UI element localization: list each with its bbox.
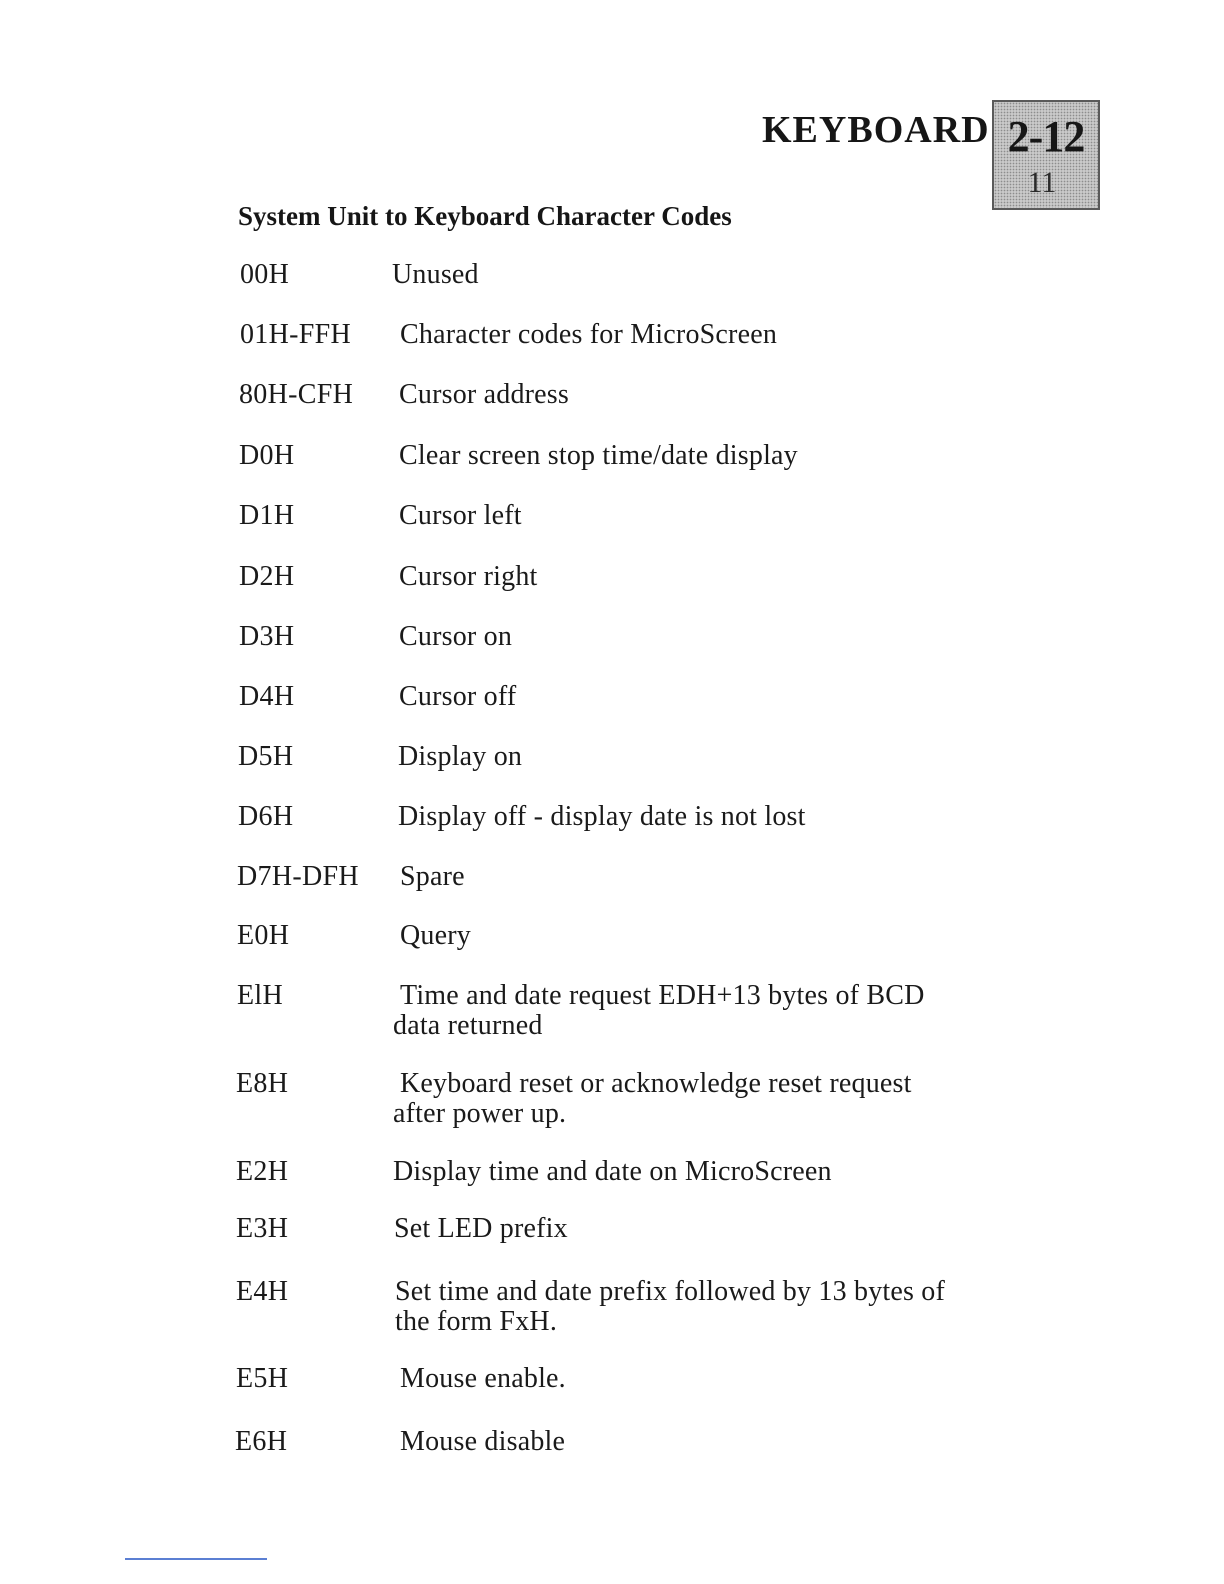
section-title: KEYBOARD (762, 109, 990, 151)
code-description (400, 1364, 1000, 1394)
code-description (393, 980, 1000, 1041)
code-description (394, 1214, 994, 1244)
description-line: Unused (392, 259, 479, 290)
code-value: E2H (236, 1156, 289, 1187)
description-continuation: data returned (393, 1010, 543, 1041)
description-line: Mouse disable (400, 1426, 566, 1457)
description-line: Keyboard reset or acknowledge reset request (400, 1068, 912, 1099)
code-description (398, 802, 998, 832)
code-description (399, 501, 999, 531)
code-value: E6H (235, 1426, 288, 1457)
code-value: D4H (239, 681, 295, 712)
description-line: Cursor on (399, 621, 513, 652)
code-value: 01H-FFH (240, 319, 352, 350)
description-line: Display time and date on MicroScreen (393, 1156, 832, 1187)
description-line: Cursor right (399, 561, 538, 592)
code-description (400, 862, 1000, 892)
description-line: Display on (398, 741, 523, 772)
code-description (400, 320, 1000, 350)
code-value: E3H (236, 1213, 289, 1244)
code-value: D0H (239, 440, 295, 471)
code-description (393, 1157, 993, 1187)
description-line: Set LED prefix (394, 1213, 568, 1244)
description-line: Time and date request EDH+13 bytes of BCD (400, 980, 925, 1011)
code-description (399, 441, 999, 471)
code-value: D7H-DFH (237, 861, 359, 892)
table-heading: System Unit to Keyboard Character Codes (238, 201, 732, 231)
code-value: D2H (239, 561, 295, 592)
description-continuation: the form FxH. (395, 1306, 558, 1337)
code-description (400, 921, 1000, 951)
code-description (399, 622, 999, 652)
code-value: D3H (239, 621, 295, 652)
code-value: D6H (238, 801, 294, 832)
code-value: ElH (237, 980, 284, 1011)
code-description (399, 682, 999, 712)
description-line: Clear screen stop time/date display (399, 440, 798, 471)
description-line: Display off - display date is not lost (398, 801, 806, 832)
description-line: Cursor left (399, 500, 522, 531)
code-description (400, 1427, 1000, 1457)
code-value: 80H-CFH (239, 379, 354, 410)
description-line: Cursor off (399, 681, 517, 712)
page-number-tab (992, 100, 1100, 210)
code-description (395, 1277, 1015, 1337)
description-line: Cursor address (399, 379, 569, 410)
code-value: 00H (240, 259, 290, 290)
description-line: Query (400, 920, 471, 951)
code-description (392, 260, 992, 290)
description-line: Spare (400, 861, 465, 892)
description-continuation: after power up. (393, 1098, 567, 1129)
code-value: E5H (236, 1363, 289, 1394)
code-description (399, 562, 999, 592)
tab-subnumber: 11 (1027, 166, 1057, 199)
code-description (398, 742, 998, 772)
description-line: Mouse enable. (400, 1363, 566, 1394)
code-value: D1H (239, 500, 295, 531)
description-line: Character codes for MicroScreen (400, 319, 778, 350)
code-value: E0H (237, 920, 290, 951)
footer-rule (125, 1558, 267, 1560)
code-description (399, 380, 999, 410)
code-value: D5H (238, 741, 294, 772)
description-line: Set time and date prefix followed by 13 bytes of (395, 1276, 946, 1307)
tab-number: 2-12 (1007, 112, 1085, 161)
code-value: E4H (236, 1276, 289, 1307)
code-description (393, 1068, 1000, 1129)
code-value: E8H (236, 1068, 289, 1099)
